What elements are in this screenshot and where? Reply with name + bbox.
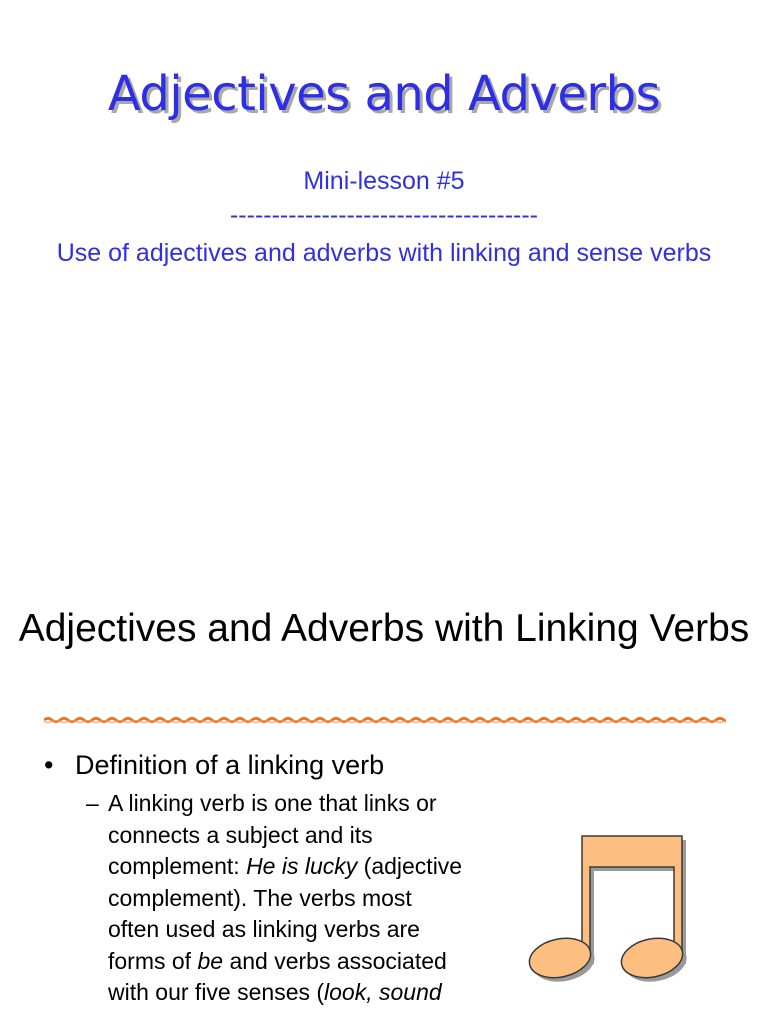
- sub-bullet-marker: –: [86, 790, 99, 816]
- bullet-marker: •: [44, 750, 54, 780]
- example-sound: sound: [379, 979, 442, 1005]
- music-note-icon: [524, 834, 694, 994]
- text-part: and verbs associated with our five senses (: [108, 947, 447, 1005]
- lesson-description: Use of adjectives and adverbs with linking and sense verbs: [56, 239, 712, 267]
- bullet-text: Definition of a linking verb: [75, 750, 385, 780]
- slide-title: Adjectives and Adverbs: [107, 66, 661, 122]
- sub-bullet-definition: [86, 788, 466, 1009]
- bullet-definition: [44, 748, 384, 782]
- example-text: He is lucky: [246, 853, 358, 879]
- dash-separator: -------------------------------------: [229, 201, 539, 229]
- slide-title-2: Adjectives and Adverbs with Linking Verbs: [18, 607, 750, 650]
- text-part: A linking verb is one that links or connects a subject and its complement:: [108, 790, 437, 879]
- sub-bullet-text: [108, 788, 466, 1009]
- text-sep: ,: [366, 979, 380, 1005]
- mini-lesson-label: Mini-lesson #5: [303, 167, 465, 195]
- slide-2: [0, 560, 768, 1024]
- text-part: (adjective complement). The verbs most often used as linking verbs are forms of: [108, 853, 463, 974]
- example-look: look: [324, 979, 367, 1005]
- wavy-divider: [44, 714, 726, 726]
- example-be: be: [197, 947, 224, 974]
